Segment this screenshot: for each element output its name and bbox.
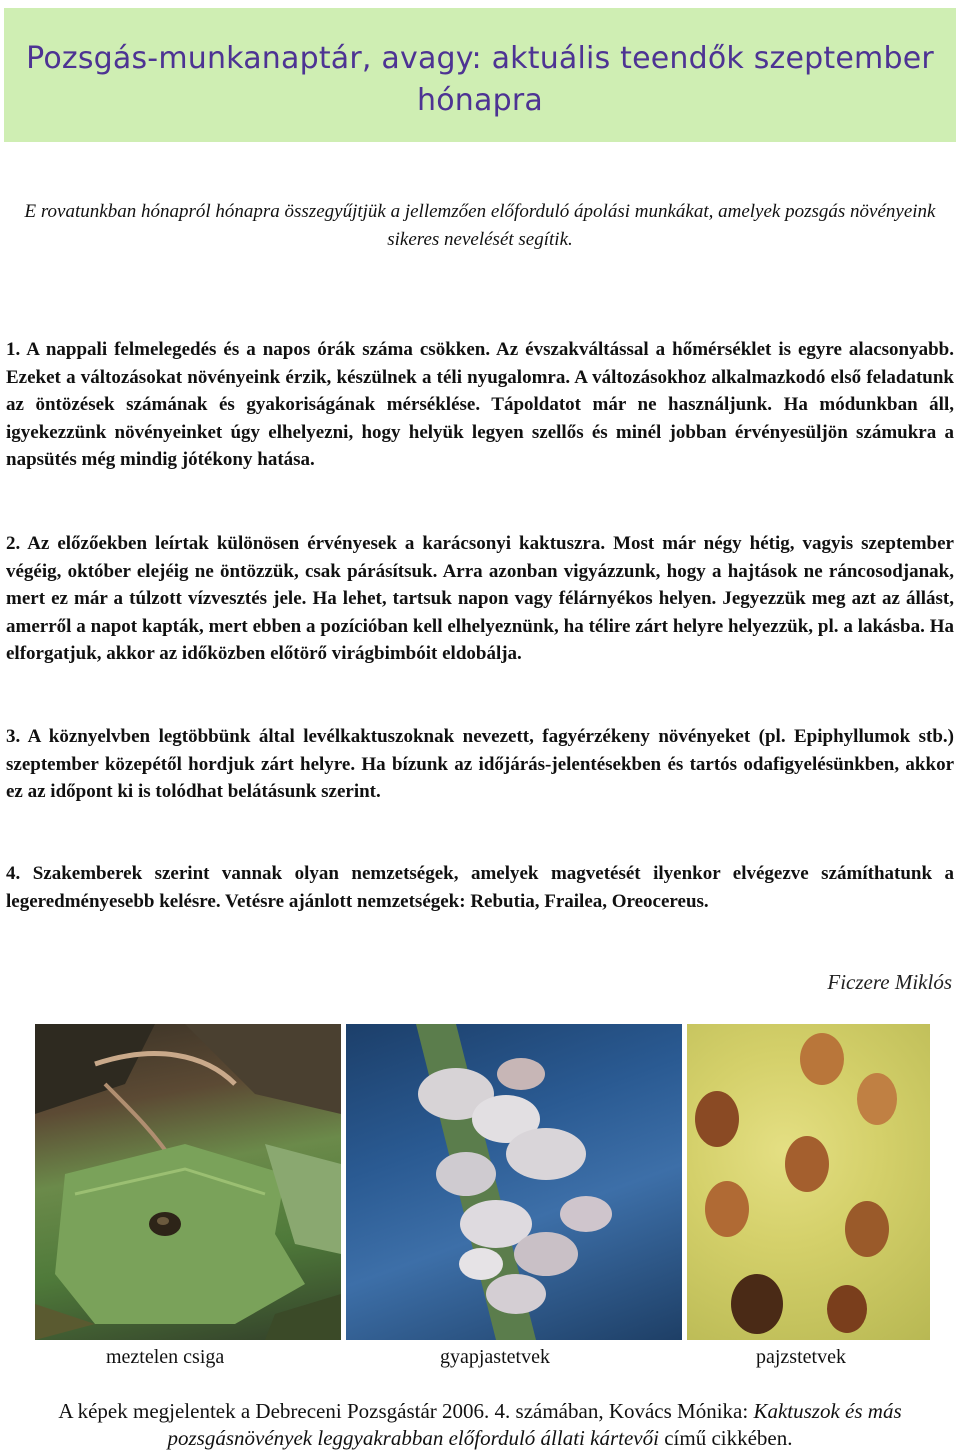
slug-illustration: [35, 1024, 341, 1340]
caption-scale-insect: pajzstetvek: [756, 1346, 846, 1368]
caption-mealybug: gyapjastetvek: [440, 1346, 550, 1368]
intro-paragraph: E rovatunkban hónapról hónapra összegyűjtjük a jellemzően előforduló ápolási munkákat, amelyek pozsgás növényeink sikeres nevelését segítik.: [24, 201, 936, 250]
section-1: 1. A nappali felmelegedés és a napos órák száma csökken. Az évszakváltással a hőmérséklet is egyre alacsonyabb. Ezeket a változásokat növényeink érzik, készülnek a téli nyugalomra. A változásokhoz alkalmazkodó első feladatunk az öntözések számának és gyakoriságának mérséklése. Tápoldatot már ne használjunk. Ha módunkban áll, igyekezzünk növényeinket úgy elhelyezni, hogy helyük legyen szellős és minél jobban érvényesüljön számukra a napsütés még mindig jótékony hatása.: [6, 339, 954, 470]
author-name: Ficzere Miklós: [827, 970, 952, 994]
page-title: Pozsgás-munkanaptár, avagy: aktuális teendők szeptember hónapra: [26, 41, 934, 118]
scale-insect-photo: [687, 1024, 930, 1340]
mealybug-illustration: [346, 1024, 682, 1340]
section-3: 3. A köznyelvben legtöbbünk által levélkaktuszoknak nevezett, fagyérzékeny növényeket (pl. Epiphyllumok stb.) szeptember közepétől hordjuk zárt helyre. Ha bízunk az időjárás-jelentésekben és tartós odafigyelésünkben, akkor ez az időpont ki is tolódhat belátásunk szerint.: [6, 726, 954, 802]
image-credit: [6, 1398, 954, 1452]
scale-insect-illustration: [687, 1024, 930, 1340]
credit-prefix: A képek megjelentek a Debreceni Pozsgástár 2006. 4. számában, Kovács Mónika:: [58, 1399, 754, 1423]
credit-suffix: című cikkében.: [658, 1426, 793, 1450]
title-banner: [4, 8, 956, 142]
credit-work-title: Kaktuszok és más pozsgásnövények leggyakrabban előforduló állati kártevői: [167, 1399, 902, 1450]
section-4: 4. Szakemberek szerint vannak olyan nemzetségek, amelyek magvetését ilyenkor elvégezve számíthatunk a legeredményesebb kelésre. Vetésre ajánlott nemzetségek: Rebutia, Frailea, Oreocereus.: [6, 863, 954, 912]
slug-photo: [35, 1024, 341, 1340]
mealybug-photo: [346, 1024, 682, 1340]
section-2: 2. Az előzőekben leírtak különösen érvényesek a karácsonyi kaktuszra. Most már négy hétig, vagyis szeptember végéig, október elejéig ne öntözzük, csak párásítsuk. Arra azonban vigyázzunk, hogy a hajtások ne ráncosodjanak, mert ez már a túlzott vízvesztés jele. Ha lehet, tartsuk napon vagy félárnyékos helyen. Jegyezzük meg azt az állást, amerről a napot kapták, mert ebben a pozícióban kell elhelyeznünk, ha télire zárt helyre helyezzük, pl. a lakásba. Ha elforgatjuk, akkor az időközben előtörő virágbimbóit eldobálja.: [6, 533, 954, 664]
caption-slug: meztelen csiga: [106, 1346, 225, 1368]
